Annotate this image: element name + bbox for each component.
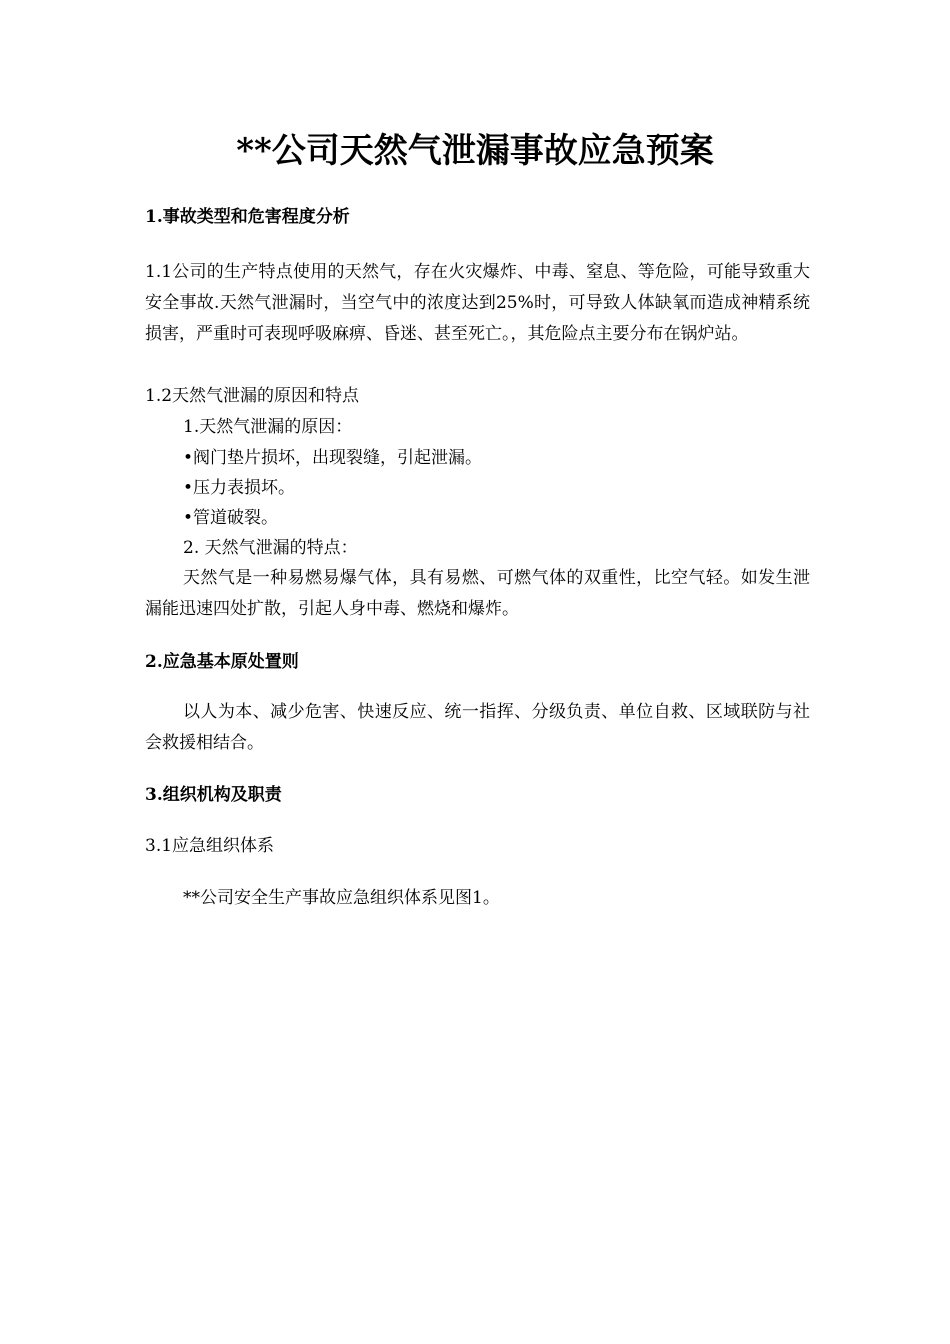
section-1-heading: 1.事故类型和危害程度分析 — [145, 207, 350, 227]
cause-item-1: •阀门垫片损坏，出现裂缝，引起泄漏。 — [183, 448, 483, 468]
cause-item-2: •压力表损坏。 — [183, 478, 296, 498]
section-3-text: **公司安全生产事故应急组织体系见图1。 — [183, 888, 500, 908]
cause-title: 1.天然气泄漏的原因： — [183, 417, 353, 437]
cause-item-3: •管道破裂。 — [183, 508, 279, 528]
subheading-3-1: 3.1应急组织体系 — [145, 836, 275, 856]
feature-title: 2. 天然气泄漏的特点： — [183, 538, 358, 558]
section-3-heading: 3.组织机构及职责 — [145, 785, 282, 805]
subheading-1-2: 1.2天然气泄漏的原因和特点 — [145, 386, 360, 406]
section-2-heading: 2.应急基本原处置则 — [145, 652, 299, 672]
feature-text: 天然气是一种易燃易爆气体，具有易燃、可燃气体的双重性，比空气轻。如发生泄漏能迅速四处扩散，引起人身中毒、燃烧和爆炸。 — [145, 568, 810, 619]
paragraph-1-1: 1.1公司的生产特点使用的天然气，存在火灾爆炸、中毒、窒息、等危险，可能导致重大安全事故.天然气泄漏时，当空气中的浓度达到25%时，可导致人体缺氧而造成神精系统损害，严重时可表现呼吸麻痹、昏迷、甚至死亡。，其危险点主要分布在锅炉站。 — [145, 262, 810, 344]
section-2-text: 以人为本、减少危害、快速反应、统一指挥、分级负责、单位自救、区域联防与社会救援相结合。 — [145, 702, 810, 753]
document-title: **公司天然气泄漏事故应急预案 — [236, 131, 714, 171]
